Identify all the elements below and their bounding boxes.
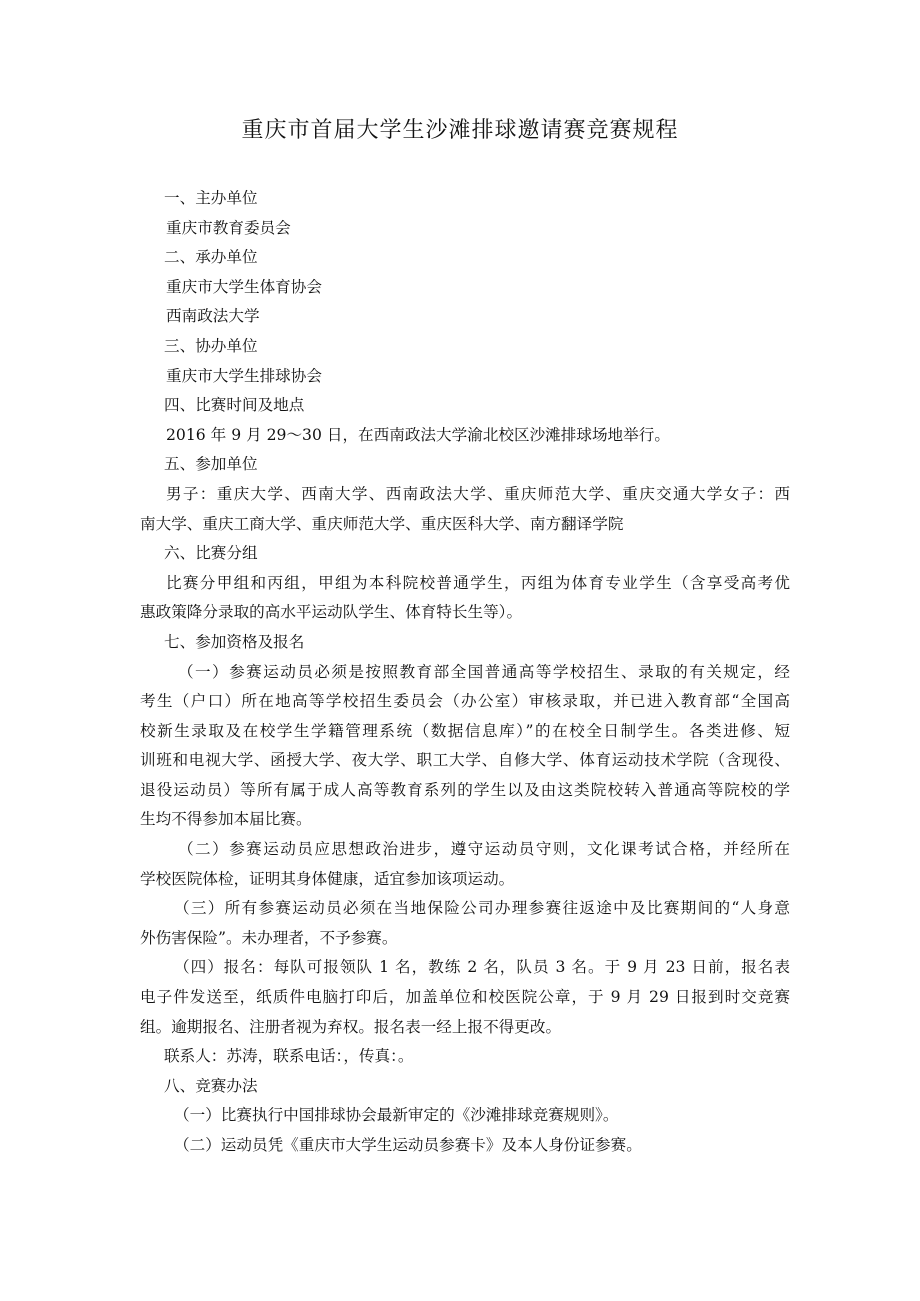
eligibility-p1-line1: （一）参赛运动员必须是按照教育部全国普通高等学校招生、录取的有关规定，经 bbox=[178, 662, 790, 681]
host-text-1: 重庆市大学生体育协会 bbox=[166, 277, 322, 296]
participants-text-1: 男子：重庆大学、西南大学、西南政法大学、重庆师范大学、重庆交通大学女子：西 bbox=[166, 484, 790, 503]
document-body bbox=[140, 184, 790, 1161]
groups-text-2: 惠政策降分录取的高水平运动队学生、体育特长生等）。 bbox=[140, 603, 523, 622]
section-heading-host: 二、承办单位 bbox=[164, 248, 258, 267]
eligibility-p1-line5: 退役运动员）等所有属于成人高等教育系列的学生以及由这类院校转入普通高等院校的学 bbox=[140, 780, 790, 799]
competition-method-p2: （二）运动员凭《重庆市大学生运动员参赛卡》及本人身份证参赛。 bbox=[174, 1136, 642, 1154]
competition-method-p1: （一）比赛执行中国排球协会最新审定的《沙滩排球竞赛规则》。 bbox=[174, 1106, 619, 1125]
section-heading-co-organizer: 三、协办单位 bbox=[164, 336, 258, 355]
co-organizer-text: 重庆市大学生排球协会 bbox=[166, 366, 322, 385]
groups-text-1: 比赛分甲组和丙组，甲组为本科院校普通学生，丙组为体育专业学生（含享受高考优 bbox=[166, 573, 790, 592]
eligibility-p3-line1: （三）所有参赛运动员必须在当地保险公司办理参赛往返途中及比赛期间的“人身意 bbox=[174, 899, 790, 918]
eligibility-p1-line2: 考生（户口）所在地高等学校招生委员会（办公室）审核录取，并已进入教育部“全国高 bbox=[140, 692, 790, 711]
eligibility-p2-line2: 学校医院体检，证明其身体健康，适宜参加该项运动。 bbox=[140, 869, 515, 888]
eligibility-p1-line6: 生均不得参加本届比赛。 bbox=[140, 810, 312, 829]
section-heading-time-place: 四、比赛时间及地点 bbox=[164, 396, 305, 415]
section-heading-groups: 六、比赛分组 bbox=[164, 544, 258, 563]
section-heading-organizer: 一、主办单位 bbox=[164, 189, 258, 207]
eligibility-p1-line3: 校新生录取及在校学生学籍管理系统（数据信息库）”的在校全日制学生。各类进修、短 bbox=[140, 721, 790, 740]
registration-line2: 电子件发送至，纸质件电脑打印后，加盖单位和校医院公章，于 9 月 29 日报到时交竞赛 bbox=[140, 988, 790, 1007]
document-title: 重庆市首届大学生沙滩排球邀请赛竞赛规程 bbox=[241, 118, 679, 143]
eligibility-p2-line1: （二）参赛运动员应思想政治进步，遵守运动员守则，文化课考试合格，并经所在 bbox=[178, 840, 790, 859]
section-heading-participants: 五、参加单位 bbox=[164, 455, 258, 474]
section-heading-eligibility: 七、参加资格及报名 bbox=[164, 632, 305, 651]
section-heading-competition-method: 八、竞赛办法 bbox=[164, 1076, 258, 1095]
registration-line3: 组。逾期报名、注册者视为弃权。报名表一经上报不得更改。 bbox=[140, 1017, 562, 1036]
participants-text-2: 南大学、重庆工商大学、重庆师范大学、重庆医科大学、南方翻译学院 bbox=[140, 514, 624, 533]
organizer-text: 重庆市教育委员会 bbox=[166, 218, 291, 237]
registration-line1: （四）报名：每队可报领队 1 名，教练 2 名，队员 3 名。于 9 月 23 日前，报名表 bbox=[174, 958, 790, 977]
time-place-text: 2016 年 9 月 29～30 日，在西南政法大学渝北校区沙滩排球场地举行。 bbox=[166, 425, 670, 444]
eligibility-p1-line4: 训班和电视大学、函授大学、夜大学、职工大学、自修大学、体育运动技术学院（含现役、 bbox=[140, 751, 790, 770]
host-text-2: 西南政法大学 bbox=[166, 307, 260, 326]
eligibility-p3-line2: 外伤害保险”。未办理者，不予参赛。 bbox=[140, 928, 398, 947]
contact-info: 联系人：苏涛，联系电话：，传真：。 bbox=[164, 1047, 414, 1066]
